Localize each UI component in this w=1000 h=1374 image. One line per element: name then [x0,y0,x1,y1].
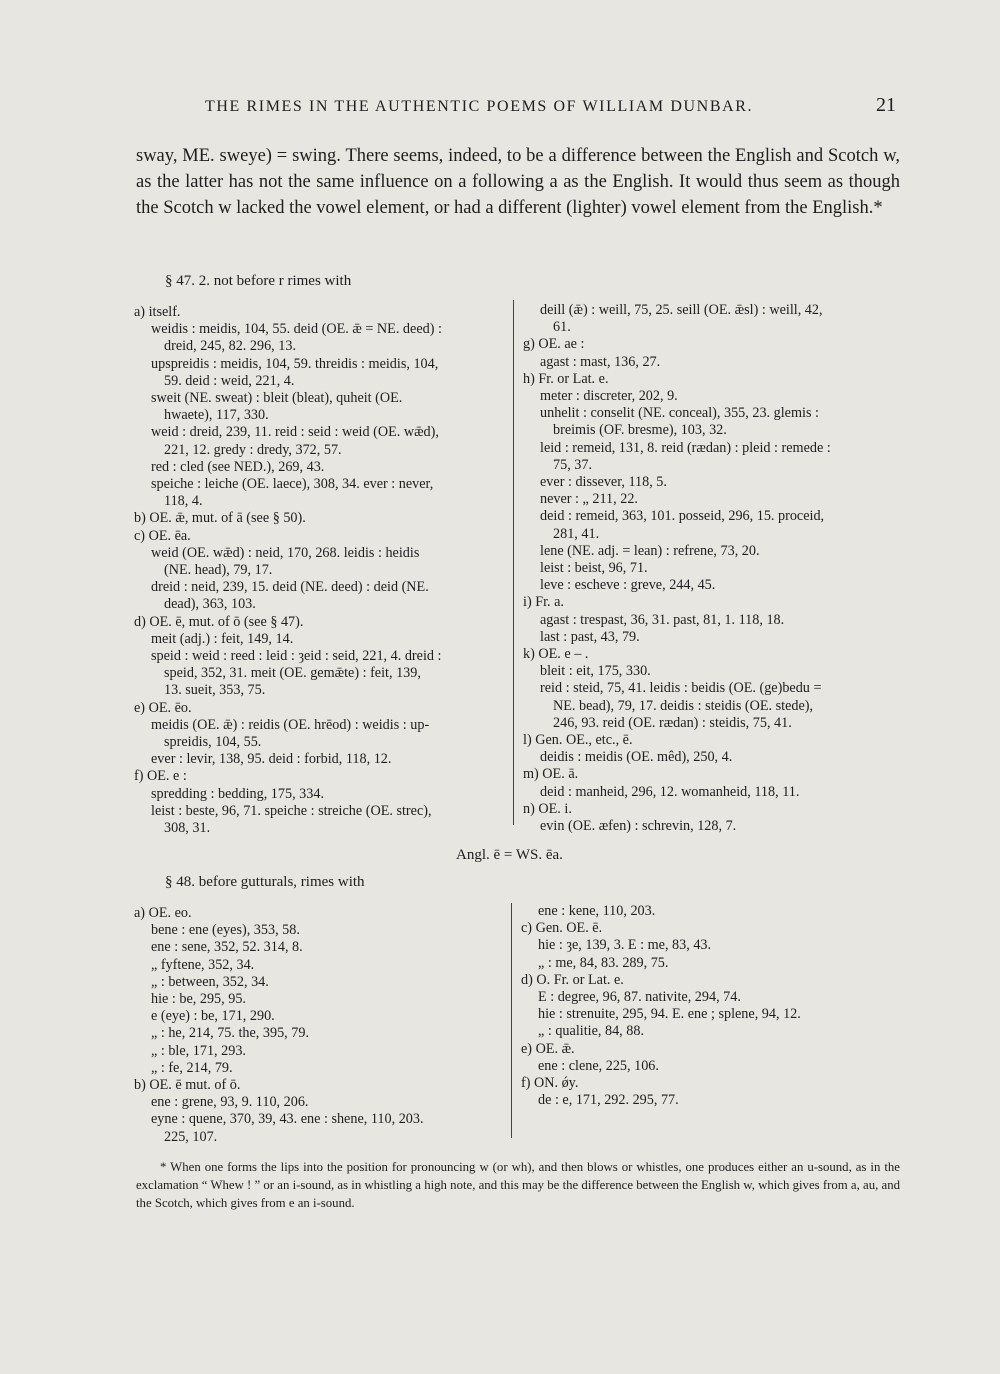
rime-line: NE. bead), 79, 17. deidis : steidis (OE. stede), [553,697,814,714]
rime-line: meidis (OE. ǣ) : reidis (OE. hrēod) : weidis : up- [151,716,430,733]
section-48-left-column [134,905,506,1146]
section-47-left-column [134,304,506,837]
rime-line: „ : he, 214, 75. the, 395, 79. [151,1025,310,1042]
running-head: THE RIMES IN THE AUTHENTIC POEMS OF WILLIAM DUNBAR. [205,98,754,115]
footnote [136,1158,900,1212]
rime-line: weid : dreid, 239, 11. reid : seid : weid (OE. wǣd), [151,424,439,441]
rime-line: E : degree, 96, 87. nativite, 294, 74. [538,989,741,1006]
angl-ws-line: Angl. ē = WS. ēa. [456,847,563,863]
rime-line: b) OE. ǣ, mut. of ā (see § 50). [134,510,306,527]
column-divider [513,300,514,825]
rime-line: red : cled (see NED.), 269, 43. [151,458,325,475]
rime-line: deid : manheid, 296, 12. womanheid, 118, 11. [540,783,800,800]
rime-line: f) ON. ǿy. [521,1075,579,1092]
rime-line: 75, 37. [553,456,593,473]
rime-line: n) OE. i. [523,800,572,817]
rime-line: unhelit : conselit (NE. conceal), 355, 23. glemis : [540,405,819,422]
rime-line: „ : me, 84, 83. 289, 75. [538,954,669,971]
rime-line: f) OE. e : [134,768,187,785]
rime-line: last : past, 43, 79. [540,628,640,645]
rime-line: eyne : quene, 370, 39, 43. ene : shene, 110, 203. [151,1111,424,1128]
rime-line: „ : fe, 214, 79. [151,1059,233,1076]
rime-line: ever : dissever, 118, 5. [540,474,667,491]
rime-line: deidis : meidis (OE. mêd), 250, 4. [540,749,733,766]
rime-line: leid : remeid, 131, 8. reid (rædan) : pleid : remede : [540,439,831,456]
rime-line: spredding : bedding, 175, 334. [151,785,324,802]
rime-line: a) itself. [134,304,181,320]
rime-line: d) O. Fr. or Lat. e. [521,971,624,988]
rime-line: upspreidis : meidis, 104, 59. threidis : meidis, 104, [151,355,439,372]
rime-line: meit (adj.) : feit, 149, 14. [151,630,294,647]
rime-line: e) OE. ēo. [134,699,192,716]
rime-line: hie : strenuite, 295, 94. E. ene ; splene, 94, 12. [538,1006,801,1023]
rime-line: 246, 93. reid (OE. rædan) : steidis, 75, 41. [553,714,792,731]
rime-line: „ fyftene, 352, 34. [151,956,255,973]
rime-line: hwaete), 117, 330. [164,407,269,424]
rime-line: sweit (NE. sweat) : bleit (bleat), quheit (OE. [151,390,403,407]
rime-line: agast : mast, 136, 27. [540,353,661,370]
rime-line: ene : grene, 93, 9. 110, 206. [151,1094,309,1111]
rime-line: 59. deid : weid, 221, 4. [164,372,295,389]
footnote-text: * When one forms the lips into the position for pronouncing w (or wh), and then blows or whistles, one produces either an u-sound, as in the exclamation “ Whew ! ” or an i-sound, as in whistling a high note, and this may be the difference between the English w, which gives from a, au, and the Scotch, which gives from e an i-sound. [136,1160,900,1210]
rime-line: a) OE. eo. [134,905,192,921]
rime-line: c) Gen. OE. ē. [521,920,603,937]
section-48-right-column [521,903,901,1109]
rime-line: bleit : eit, 175, 330. [540,663,651,680]
rime-line: leist : beist, 96, 71. [540,560,648,577]
rime-line: speid, 352, 31. meit (OE. gemǣte) : feit, 139, [164,665,421,682]
rime-line: „ : qualitie, 84, 88. [538,1023,644,1040]
rime-line: deill (ǣ) : weill, 75, 25. seill (OE. ǣsl) : weill, 42, [540,302,823,318]
rime-line: hie : ȝe, 139, 3. E : me, 83, 43. [538,937,712,954]
rime-line: speid : weid : reed : leid : ȝeid : seid, 221, 4. dreid : [151,648,442,665]
rime-line: leve : escheve : greve, 244, 45. [540,577,716,594]
rime-line: speiche : leiche (OE. laece), 308, 34. ever : never, [151,476,434,493]
rime-line: g) OE. ae : [523,336,585,353]
rime-line: k) OE. e – . [523,646,589,663]
rime-line: „ : between, 352, 34. [151,973,269,990]
rime-line: de : e, 171, 292. 295, 77. [538,1092,679,1109]
rime-line: ever : levir, 138, 95. deid : forbid, 118, 12. [151,751,392,768]
rime-line: „ : ble, 171, 293. [151,1042,246,1059]
rime-line: b) OE. ē mut. of ō. [134,1077,241,1094]
rime-line: leist : beste, 96, 71. speiche : streiche (OE. strec), [151,802,432,819]
rime-line: dead), 363, 103. [164,596,256,613]
rime-line: weidis : meidis, 104, 55. deid (OE. ǣ = NE. deed) : [151,321,442,338]
rime-line: 118, 4. [164,493,203,510]
rime-line: agast : trespast, 36, 31. past, 81, 1. 118, 18. [540,611,785,628]
rime-line: dreid, 245, 82. 296, 13. [164,338,297,355]
rime-line: 225, 107. [164,1128,218,1145]
section-47-heading: § 47. 2. not before r rimes with [165,273,352,289]
rime-line: 221, 12. gredy : dredy, 372, 57. [164,441,342,458]
section-48-heading: § 48. before gutturals, rimes with [165,874,365,890]
rime-line: ene : sene, 352, 52. 314, 8. [151,939,303,956]
rime-line: weid (OE. wǣd) : neid, 170, 268. leidis : heidis [151,544,420,561]
rime-line: deid : remeid, 363, 101. posseid, 296, 15. proceid, [540,508,825,525]
rime-line: never : „ 211, 22. [540,491,638,508]
rime-line: d) OE. ē, mut. of ō (see § 47). [134,613,304,630]
rime-line: e (eye) : be, 171, 290. [151,1008,275,1025]
page-number: 21 [876,94,896,116]
rime-line: ene : clene, 225, 106. [538,1057,659,1074]
rime-line: 281, 41. [553,525,600,542]
rime-line: dreid : neid, 239, 15. deid (NE. deed) : deid (NE. [151,579,429,596]
rime-line: hie : be, 295, 95. [151,991,246,1008]
intro-text: sway, ME. sweye) = swing. There seems, indeed, to be a difference between the English and Scotch w, as the latter has not the same influence on a following a as the English. It would thus seem as though the Scotch w lacked the vowel element, or had a different (lighter) vowel element from the English.* [136,146,900,218]
rime-line: bene : ene (eyes), 353, 58. [151,922,300,939]
rime-line: c) OE. ēa. [134,527,191,544]
rime-line: 13. sueit, 353, 75. [164,682,266,699]
rime-line: breimis (OF. bresme), 103, 32. [553,422,727,439]
rime-line: (NE. head), 79, 17. [164,562,273,579]
rime-line: l) Gen. OE., etc., ē. [523,732,633,749]
rime-line: 308, 31. [164,820,211,837]
column-divider [511,903,512,1138]
rime-line: m) OE. ā. [523,766,579,783]
rime-line: spreidis, 104, 55. [164,734,262,751]
rime-line: evin (OE. æfen) : schrevin, 128, 7. [540,818,737,835]
section-47-right-column [523,302,903,835]
rime-line: ene : kene, 110, 203. [538,903,656,919]
intro-paragraph [136,143,900,221]
rime-line: i) Fr. a. [523,594,564,611]
rime-line: 61. [553,319,571,336]
rime-line: lene (NE. adj. = lean) : refrene, 73, 20. [540,542,760,559]
rime-line: h) Fr. or Lat. e. [523,370,609,387]
rime-line: e) OE. ǣ. [521,1040,575,1057]
rime-line: reid : steid, 75, 41. leidis : beidis (OE. (ge)bedu = [540,680,822,697]
rime-line: meter : discreter, 202, 9. [540,388,678,405]
